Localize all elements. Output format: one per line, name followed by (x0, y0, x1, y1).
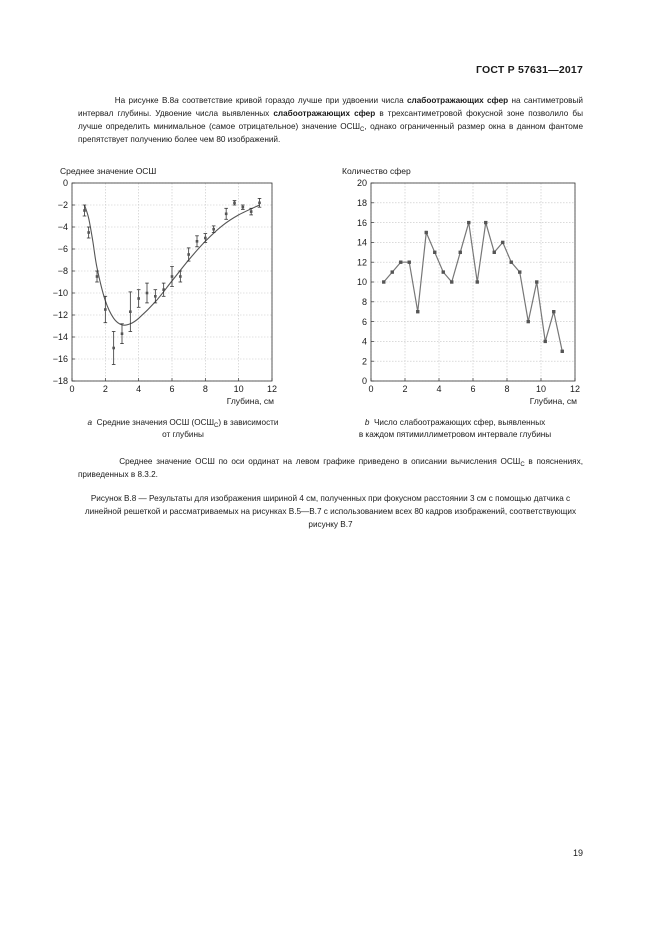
chart-b-x-tick-label: 4 (436, 384, 442, 394)
caption-a-text2: ) в зависимости (218, 418, 279, 427)
chart-b-point (442, 270, 445, 273)
intro-text-5: на сантиметровый интервал глубины. Удвоение числа выявленных (78, 96, 583, 118)
caption-a-sub: C (214, 423, 219, 429)
chart-b-title: Количество сфер (342, 166, 411, 176)
chart-a-x-tick-label: 2 (102, 384, 108, 394)
chart-b-y-tick-label: 6 (361, 316, 367, 327)
chart-b-x-tick-label: 2 (402, 384, 408, 394)
chart-b-point (391, 270, 394, 273)
chart-a-y-tick-label: −10 (52, 288, 68, 299)
intro-text-7: в трехсантиметровой фокусной зоне позволило бы лучше определить минимальное (самое отрицательное) значение ОСШ (78, 109, 583, 131)
chart-b-point (484, 221, 487, 224)
chart-a-y-tick-label: −12 (52, 310, 68, 321)
chart-b-point (450, 280, 453, 283)
chart-a-x-tick-label: 0 (69, 384, 75, 394)
chart-b-y-tick-label: 4 (361, 336, 367, 347)
intro-text-3: соответствие кривой гораздо лучше при удвоении числа (178, 96, 407, 105)
chart-b-point (459, 251, 462, 254)
caption-a-text3: от глубины (162, 430, 204, 439)
chart-b-point (416, 310, 419, 313)
chart-a-x-tick-label: 10 (233, 384, 244, 394)
note-paragraph (78, 455, 583, 481)
chart-a-y-tick-label: −14 (52, 332, 68, 343)
chart-b-y-tick-label: 0 (361, 376, 367, 387)
caption-b-letter: b (364, 418, 370, 427)
chart-b-y-tick-label: 2 (361, 356, 367, 367)
caption-b-text1: Число слабоотражающих сфер, выявленных (373, 418, 546, 427)
chart-b-point (425, 231, 428, 234)
chart-b-point (527, 320, 530, 323)
chart-b-x-axis-label: Глубина, см (529, 396, 577, 406)
figure-caption: Рисунок В.8 — Результаты для изображения шириной 4 см, полученных при фокусном расстоянии 3 см с помощью датчика с линейной решеткой и рассматриваемых на рисунках В.5—В.7 с использованием всех 80 кадров изображений, соответствующих рисунку В.7 (84, 494, 577, 529)
chart-a-x-axis-label: Глубина, см (226, 396, 274, 406)
chart-b-x-tick-label: 0 (368, 384, 374, 394)
chart-b-point (552, 310, 555, 313)
chart-b-point (476, 280, 479, 283)
caption-a (58, 417, 308, 441)
chart-b-y-tick-label: 20 (356, 178, 367, 189)
chart-a-x-tick-label: 6 (169, 384, 175, 394)
caption-a-text1: Средние значения ОСШ (ОСШ (96, 418, 215, 427)
chart-a-y-tick-label: −16 (52, 354, 68, 365)
chart-b-y-tick-label: 14 (356, 237, 367, 248)
caption-b-text2: в каждом пятимиллиметровом интервале глубины (358, 430, 552, 439)
intro-subscript: C (360, 127, 365, 133)
chart-b-point (535, 280, 538, 283)
chart-b-y-tick-label: 10 (356, 277, 367, 288)
caption-b (330, 417, 580, 441)
chart-a-title: Среднее значение ОСШ (60, 166, 157, 176)
intro-text-1: На рисунке В.8 (114, 96, 175, 105)
chart-a-y-tick-label: −6 (57, 244, 68, 255)
chart-a-y-tick-label: −8 (57, 266, 68, 277)
chart-a-x-tick-label: 8 (202, 384, 208, 394)
chart-b-x-tick-label: 6 (470, 384, 476, 394)
note-text-2: в пояснениях, приведенных в 8.3.2. (78, 457, 583, 479)
chart-b-point (382, 280, 385, 283)
chart-b-x-tick-label: 12 (569, 384, 581, 394)
page-number: 19 (572, 848, 583, 858)
chart-a-y-tick-label: 0 (62, 178, 68, 189)
note-text-1: Среднее значение ОСШ по оси ординат на левом графике приведено в описании вычисления ОСШ (119, 457, 521, 466)
chart-b-y-tick-label: 18 (356, 198, 367, 208)
chart-a-x-tick-label: 12 (266, 384, 278, 394)
intro-text-2: а (174, 96, 179, 105)
note-subscript: С (520, 462, 525, 468)
caption-a-letter: а (87, 418, 93, 427)
chart-b-point (408, 261, 411, 264)
chart-a-y-tick-label: −18 (52, 376, 68, 387)
chart-b-point (433, 251, 436, 254)
intro-term-1: слабоотражающих сфер (406, 96, 509, 105)
chart-b-point (399, 261, 402, 264)
chart-b-series-line (384, 223, 563, 352)
standard-header: ГОСТ Р 57631—2017 (475, 64, 583, 76)
chart-b-y-tick-label: 12 (356, 257, 367, 268)
intro-text-8: , однако ограниченный размер окна в данном фантоме препятствует получению более чем 80 изображений. (78, 122, 584, 144)
chart-b-point (467, 221, 470, 224)
chart-b-point (544, 340, 547, 343)
chart-b-point (561, 350, 564, 353)
chart-a-x-tick-label: 4 (136, 384, 142, 394)
chart-a-y-tick-label: −4 (57, 222, 68, 233)
chart-b-point (518, 270, 521, 273)
chart-b-y-tick-label: 8 (361, 297, 367, 307)
chart-b-point (510, 261, 513, 264)
chart-a-y-tick-label: −2 (57, 200, 68, 211)
chart-b-point (501, 241, 504, 244)
chart-b-x-tick-label: 8 (504, 384, 510, 394)
chart-b-y-tick-label: 16 (356, 217, 367, 228)
chart-b-x-tick-label: 10 (535, 384, 547, 394)
chart-b-point (493, 251, 496, 254)
intro-term-2: слабоотражающих сфер (273, 109, 376, 118)
